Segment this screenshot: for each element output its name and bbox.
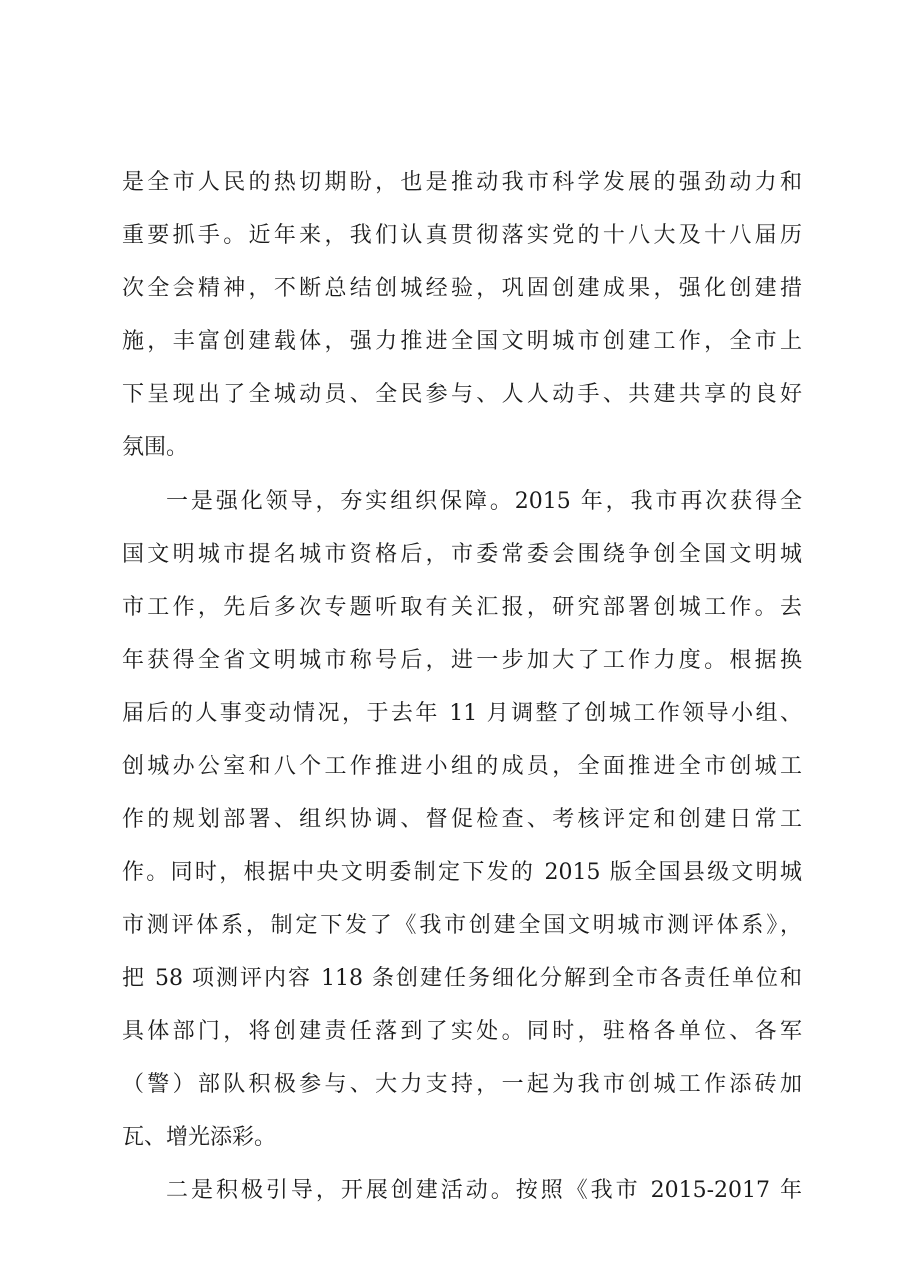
text-line: 把 58 项测评内容 118 条创建任务细化分解到全市各责任单位和 [122,966,802,991]
text-line: 创城办公室和八个工作推进小组的成员，全面推进全市创城工 [122,754,802,779]
text-line: 次全会精神，不断总结创城经验，巩固创建成果，强化创建措 [122,276,802,301]
paragraph-first-line: 一是强化领导，夯实组织保障。2015 年，我市再次获得全 [166,489,802,514]
text-line: 作。同时，根据中央文明委制定下发的 2015 版全国县级文明城 [122,860,802,885]
text-line: 年获得全省文明城市称号后，进一步加大了工作力度。根据换 [122,648,802,673]
text-line: 具体部门，将创建责任落到了实处。同时，驻格各单位、各军 [122,1019,802,1044]
text-line: 国文明城市提名城市资格后，市委常委会围绕争创全国文明城 [122,542,802,567]
text-line: （警）部队积极参与、大力支持，一起为我市创城工作添砖加 [122,1072,802,1097]
text-line: 瓦、增光添彩。 [122,1125,277,1150]
text-line: 施，丰富创建载体，强力推进全国文明城市创建工作，全市上 [122,329,802,354]
text-line: 市工作，先后多次专题听取有关汇报，研究部署创城工作。去 [122,595,802,620]
text-line: 氛围。 [122,435,189,460]
text-line: 重要抓手。近年来，我们认真贯彻落实党的十八大及十八届历 [122,223,802,248]
paragraph-first-line: 二是积极引导，开展创建活动。按照《我市 2015-2017 年 [166,1178,802,1203]
text-line: 作的规划部署、组织协调、督促检查、考核评定和创建日常工 [122,807,802,832]
text-line: 是全市人民的热切期盼，也是推动我市科学发展的强劲动力和 [122,170,802,195]
text-line: 市测评体系，制定下发了《我市创建全国文明城市测评体系》， [122,913,802,938]
text-line: 届后的人事变动情况，于去年 11 月调整了创城工作领导小组、 [122,701,802,726]
text-line: 下呈现出了全城动员、全民参与、人人动手、共建共享的良好 [122,382,802,407]
